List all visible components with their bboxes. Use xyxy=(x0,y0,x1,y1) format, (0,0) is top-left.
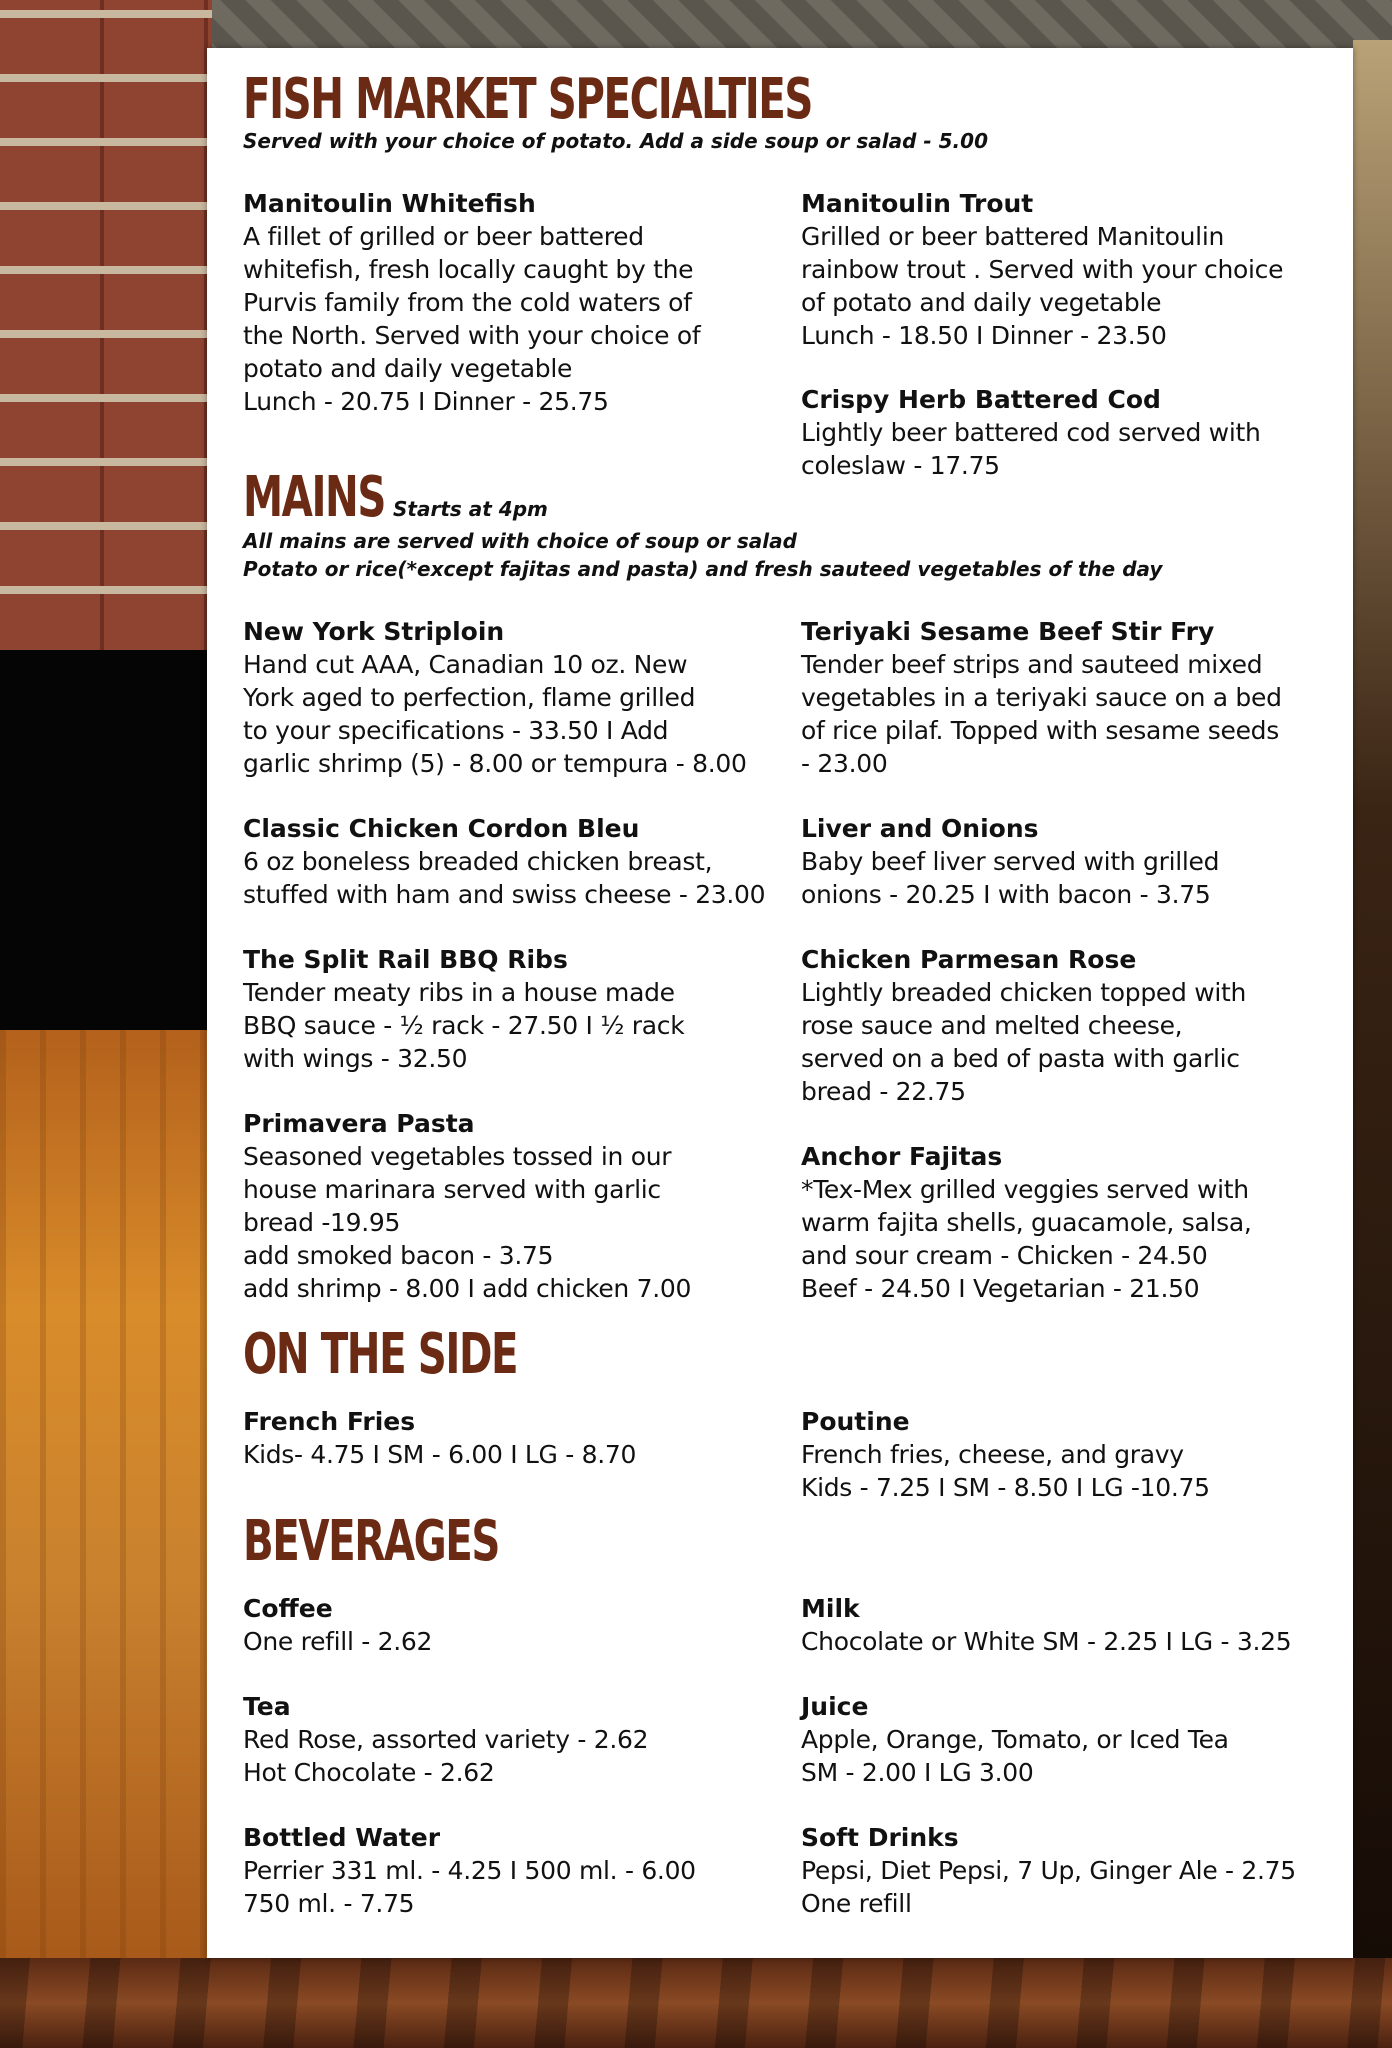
item-name: Tea xyxy=(243,1692,291,1721)
background-wood-floor xyxy=(0,1958,1392,2048)
item-name: Crispy Herb Battered Cod xyxy=(801,385,1161,414)
menu-item-liver-and-onions xyxy=(801,812,1341,911)
section-title-beverages: BEVERAGES xyxy=(243,1509,499,1574)
item-name: Manitoulin Whitefish xyxy=(243,189,536,218)
menu-item-juice xyxy=(801,1690,1341,1789)
background-right-strip xyxy=(1353,40,1392,1960)
section-title-fish: FISH MARKET SPECIALTIES xyxy=(243,67,812,132)
item-name: Chicken Parmesan Rose xyxy=(801,945,1137,974)
item-description: Tender meaty ribs in a house made BBQ sauce - ½ rack - 27.50 I ½ rack with wings - 32.50 xyxy=(243,978,685,1073)
background-brick-wall xyxy=(0,0,212,650)
menu-item-manitoulin-whitefish xyxy=(243,187,783,418)
menu-item-anchor-fajitas xyxy=(801,1140,1341,1305)
menu-item-teriyaki-beef-stir-fry xyxy=(801,615,1341,780)
item-description: Pepsi, Diet Pepsi, 7 Up, Ginger Ale - 2.75 One refill xyxy=(801,1856,1296,1918)
menu-item-chicken-cordon-bleu xyxy=(243,812,783,911)
item-name: French Fries xyxy=(243,1407,416,1436)
item-description: Lightly breaded chicken topped with rose sauce and melted cheese, served on a bed of pasta with garlic bread - 22.75 xyxy=(801,978,1247,1106)
mains-hours-note: Starts at 4pm xyxy=(393,497,548,521)
menu-item-crispy-herb-battered-cod xyxy=(801,383,1341,482)
background-wood-panel xyxy=(0,1030,212,1960)
fish-subtitle: Served with your choice of potato. Add a side soup or salad - 5.00 xyxy=(243,129,988,153)
item-name: Poutine xyxy=(801,1407,910,1436)
menu-item-primavera-pasta xyxy=(243,1107,783,1305)
item-name: Milk xyxy=(801,1594,860,1623)
item-description: Red Rose, assorted variety - 2.62 Hot Chocolate - 2.62 xyxy=(243,1725,649,1787)
item-description: One refill - 2.62 xyxy=(243,1627,433,1656)
mains-subtitle-1: All mains are served with choice of soup or salad xyxy=(243,529,797,553)
item-name: Bottled Water xyxy=(243,1823,441,1852)
menu-item-chicken-parmesan-rose xyxy=(801,943,1341,1108)
menu-item-bottled-water xyxy=(243,1821,783,1920)
item-description: Chocolate or White SM - 2.25 I LG - 3.25 xyxy=(801,1627,1292,1656)
menu-item-new-york-striploin xyxy=(243,615,783,780)
menu-item-bbq-ribs xyxy=(243,943,783,1075)
menu-item-poutine xyxy=(801,1405,1341,1504)
item-name: Teriyaki Sesame Beef Stir Fry xyxy=(801,617,1215,646)
item-name: Coffee xyxy=(243,1594,333,1623)
item-description: Baby beef liver served with grilled onions - 20.25 I with bacon - 3.75 xyxy=(801,847,1220,909)
section-title-side: ON THE SIDE xyxy=(243,1322,518,1387)
item-name: Juice xyxy=(801,1692,869,1721)
item-name: The Split Rail BBQ Ribs xyxy=(243,945,568,974)
item-name: Liver and Onions xyxy=(801,814,1039,843)
item-name: Primavera Pasta xyxy=(243,1109,475,1138)
item-name: Soft Drinks xyxy=(801,1823,959,1852)
item-name: Classic Chicken Cordon Bleu xyxy=(243,814,640,843)
item-name: New York Striploin xyxy=(243,617,505,646)
menu-item-soft-drinks xyxy=(801,1821,1341,1920)
item-description: French fries, cheese, and gravy Kids - 7.25 I SM - 8.50 I LG -10.75 xyxy=(801,1440,1210,1502)
item-description: Apple, Orange, Tomato, or Iced Tea SM - 2.00 I LG 3.00 xyxy=(801,1725,1229,1787)
menu-item-french-fries xyxy=(243,1405,783,1471)
item-description: A fillet of grilled or beer battered whitefish, fresh locally caught by the Purvis family from the cold waters of the North. Served with your choice of potato and daily vegetable Lunch - 20.75 I Dinner - 25.75 xyxy=(243,222,701,416)
item-description: Lightly beer battered cod served with coleslaw - 17.75 xyxy=(801,418,1261,480)
mains-subtitle-2: Potato or rice(*except fajitas and pasta) and fresh sauteed vegetables of the day xyxy=(243,557,1163,581)
item-description: 6 oz boneless breaded chicken breast, stuffed with ham and swiss cheese - 23.00 xyxy=(243,847,766,909)
item-description: *Tex-Mex grilled veggies served with warm fajita shells, guacamole, salsa, and sour cream - Chicken - 24.50 Beef - 24.50 I Vegetarian - 21.50 xyxy=(801,1175,1252,1303)
item-description: Grilled or beer battered Manitoulin rainbow trout . Served with your choice of potato and daily vegetable Lunch - 18.50 I Dinner - 23.50 xyxy=(801,222,1284,350)
item-name: Manitoulin Trout xyxy=(801,189,1034,218)
item-description: Hand cut AAA, Canadian 10 oz. New York aged to perfection, flame grilled to your specifications - 33.50 I Add garlic shrimp (5) - 8.00 or tempura - 8.00 xyxy=(243,650,747,778)
menu-item-milk xyxy=(801,1592,1341,1658)
item-description: Perrier 331 ml. - 4.25 I 500 ml. - 6.00 750 ml. - 7.75 xyxy=(243,1856,696,1918)
section-title-mains: MAINS xyxy=(243,465,385,530)
item-description: Seasoned vegetables tossed in our house marinara served with garlic bread -19.95 add smoked bacon - 3.75 add shrimp - 8.00 I add chicken 7.00 xyxy=(243,1142,692,1303)
item-description: Kids- 4.75 I SM - 6.00 I LG - 8.70 xyxy=(243,1440,637,1469)
item-description: Tender beef strips and sauteed mixed vegetables in a teriyaki sauce on a bed of rice pilaf. Topped with sesame seeds - 23.00 xyxy=(801,650,1282,778)
item-name: Anchor Fajitas xyxy=(801,1142,1003,1171)
background-dark-panel xyxy=(0,650,212,1030)
menu-item-tea xyxy=(243,1690,783,1789)
menu-item-coffee xyxy=(243,1592,783,1658)
menu-item-manitoulin-trout xyxy=(801,187,1341,352)
